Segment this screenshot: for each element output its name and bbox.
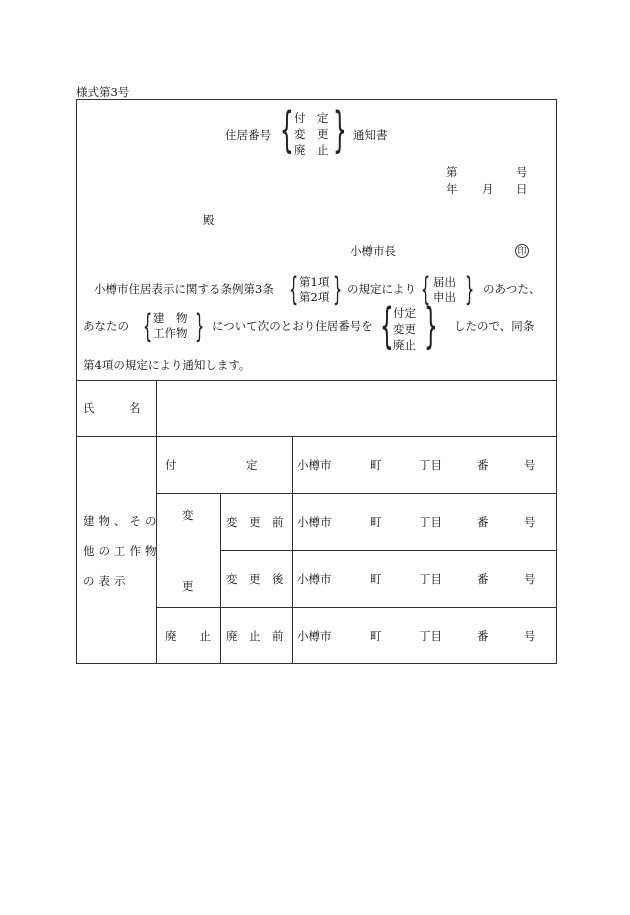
title-prefix: 住居番号 [225,128,271,142]
address-town: 町 [370,515,382,529]
display-label-line: 建物、その [83,514,161,528]
address-city: 小樽市 [297,572,332,586]
table-divider [220,550,557,551]
table-divider [220,493,221,664]
table-divider [156,607,557,608]
address-town: 町 [370,458,382,472]
address-ban: 番 [477,458,489,472]
address-chome: 丁目 [419,458,442,472]
right-brace-icon: } [333,102,347,158]
request-option: 申出 [433,290,456,304]
title-option: 廃 止 [294,143,329,157]
display-label-line: 他の工作物 [83,544,161,558]
body-line3: 第4項の規定により通知します。 [83,358,251,372]
object-option: 建 物 [153,311,188,325]
right-brace-icon: } [333,270,343,308]
request-option: 届出 [433,275,456,289]
table-divider [76,380,557,381]
address-go: 号 [524,515,536,529]
title-options [294,110,329,158]
after-change-label: 変 更 後 [226,572,284,586]
action-option: 廃止 [393,338,416,352]
action-options [393,305,416,353]
table-divider [292,436,293,664]
name-label: 氏 名 [83,401,141,415]
before-abolish-label: 廃 止 前 [226,629,284,643]
before-change-label: 変 更 前 [226,515,284,529]
address-town: 町 [370,629,382,643]
title-suffix: 通知書 [353,128,388,142]
clause-options [299,275,329,305]
right-brace-icon: } [465,270,475,308]
address-city: 小樽市 [297,515,332,529]
fuchi-label: 付 定 [165,458,260,472]
clause-option: 第2項 [299,290,330,304]
action-option: 付定 [393,306,416,320]
address-chome: 丁目 [419,515,442,529]
address-go: 号 [524,572,536,586]
henko-label-bottom: 更 [182,579,194,593]
number-dai: 第 [446,165,458,179]
table-divider [76,436,557,437]
left-brace-icon: { [143,307,153,345]
left-brace-icon: { [421,270,431,308]
table-divider [156,493,557,494]
address-ban: 番 [477,572,489,586]
date-month: 月 [482,182,494,196]
body-line1-end: のあつた、 [483,282,541,296]
address-town: 町 [370,572,382,586]
left-brace-icon: { [280,102,294,158]
address-chome: 丁目 [419,572,442,586]
object-options [153,311,188,341]
date-day: 日 [516,182,528,196]
clause-option: 第1項 [299,275,330,289]
address-ban: 番 [477,629,489,643]
seal-icon: 印 [515,244,529,258]
address-chome: 丁目 [419,629,442,643]
body-line1-start: 小樽市住居表示に関する条例第3条 [94,282,274,296]
body-line2-start: あなたの [83,319,129,333]
left-brace-icon: { [380,298,394,354]
address-go: 号 [524,629,536,643]
right-brace-icon: } [424,298,438,354]
addressee-suffix: 殿 [203,213,215,227]
form-number-label: 様式第3号 [76,85,130,99]
address-go: 号 [524,458,536,472]
issuer-name: 小樽市長 [350,244,396,258]
left-brace-icon: { [289,270,299,308]
body-line1-mid: の規定により [347,282,416,296]
date-year: 年 [446,182,458,196]
address-city: 小樽市 [297,458,332,472]
right-brace-icon: } [195,307,205,345]
body-line2-mid: について次のとおり住居番号を [212,319,373,333]
display-label-line: の表示 [83,574,130,588]
henko-label-top: 変 [182,508,194,522]
body-line2-end: したので、同条 [454,319,535,333]
address-city: 小樽市 [297,629,332,643]
title-option: 付 定 [294,111,329,125]
number-go: 号 [516,165,528,179]
object-option: 工作物 [153,326,188,340]
title-option: 変 更 [294,127,329,141]
haishi-label: 廃 止 [165,629,211,643]
address-ban: 番 [477,515,489,529]
action-option: 変更 [393,322,416,336]
